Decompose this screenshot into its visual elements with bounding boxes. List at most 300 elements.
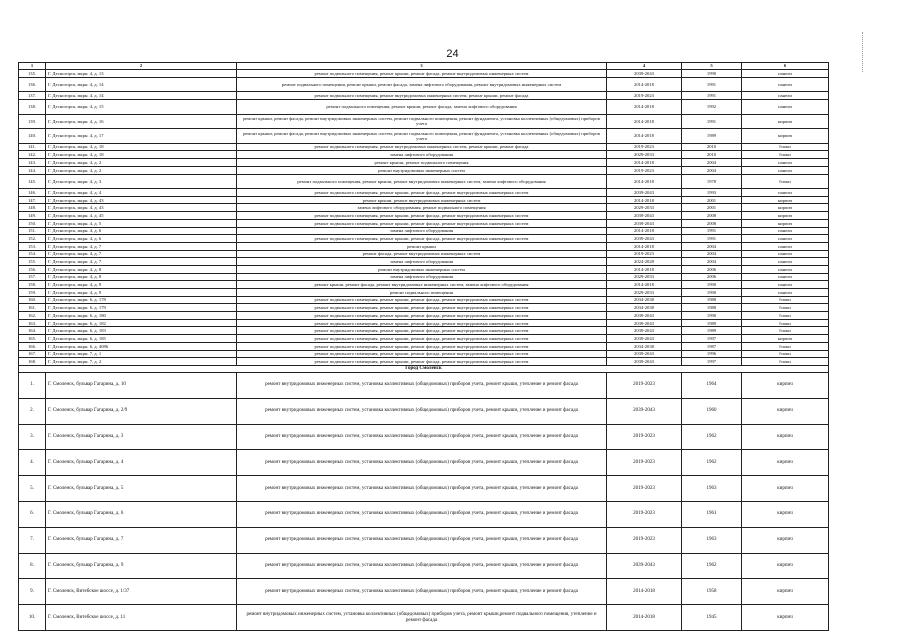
section-smolensk: [19, 365, 829, 372]
wall-material-cell: панели: [742, 99, 829, 114]
build-year-cell: 1997: [682, 358, 742, 366]
period-cell: 2019-2023: [607, 502, 682, 528]
work-type-cell: ремонт крыши, ремонт внутридомовых инженерных систем: [237, 196, 607, 204]
address-cell: Г. Десногорск, мкрн. 4, д. 5: [46, 219, 237, 227]
work-type-cell: ремонт подвального помещения, ремонт крыши, ремонт фасада, ремонт внутридомовых инженерных систем: [237, 319, 607, 327]
wall-material-cell: панели: [742, 265, 829, 273]
wall-material-cell: кирпич: [742, 450, 829, 476]
table-row: [19, 129, 829, 144]
work-type-cell: замена лифтового оборудования: [237, 258, 607, 266]
table-row: [19, 114, 829, 129]
table-row: [19, 527, 829, 553]
row-number-cell: 139.: [19, 114, 46, 129]
period-cell: 2014-2018: [607, 174, 682, 189]
period-cell: 2029-2033: [607, 204, 682, 212]
period-cell: 2019-2023: [607, 92, 682, 100]
row-number-cell: 143.: [19, 159, 46, 167]
wall-material-cell: кирпич: [742, 204, 829, 212]
period-cell: 2014-2018: [607, 227, 682, 235]
period-cell: 2039-2043: [607, 358, 682, 366]
build-year-cell: 1978: [682, 174, 742, 189]
period-cell: 2014-2018: [607, 77, 682, 92]
table-row: [19, 350, 829, 358]
build-year-cell: 1991: [682, 227, 742, 235]
table-row: [19, 579, 829, 605]
work-type-cell: ремонт крыши, ремонт фасада, ремонт внутридомовых инженерных систем, ремонт подвального помещения, ремонт фундамента, установка коллективных (общедомовых) приборов учета: [237, 114, 607, 129]
build-year-cell: 2004: [682, 258, 742, 266]
table-row: [19, 99, 829, 114]
row-number-cell: 161.: [19, 304, 46, 312]
build-year-cell: 1962: [682, 424, 742, 450]
wall-material-cell: панели: [742, 289, 829, 297]
row-number-cell: 135.: [19, 70, 46, 78]
work-type-cell: ремонт подвального помещения, ремонт крыши, ремонт фасада, ремонт внутридомовых инженерных систем: [237, 189, 607, 197]
work-type-cell: ремонт подвального помещения, ремонт крыши, ремонт фасада, ремонт внутридомовых инженерных систем: [237, 212, 607, 220]
wall-material-cell: блоки: [742, 304, 829, 312]
row-number-cell: 137.: [19, 92, 46, 100]
wall-material-cell: блоки: [742, 312, 829, 320]
row-number-cell: 154.: [19, 250, 46, 258]
row-number-cell: 144.: [19, 166, 46, 174]
address-cell: Г. Смоленск, Витебское шоссе, д. 1/37: [46, 579, 237, 605]
table-row: [19, 189, 829, 197]
row-number-cell: 168.: [19, 358, 46, 366]
table-row: [19, 143, 829, 151]
build-year-cell: 1987: [682, 342, 742, 350]
period-cell: 2039-2043: [607, 327, 682, 335]
table-row: [19, 289, 829, 297]
work-type-cell: ремонт внутридомовых инженерных систем, установка коллективных (общедомовых) приборов учета, ремонт крыши, утепление и ремонт фасада: [237, 450, 607, 476]
header-cell: 4: [607, 63, 682, 70]
period-cell: 2014-2018: [607, 99, 682, 114]
address-cell: Г. Десногорск, мкрн. 7, д. 2: [46, 358, 237, 366]
row-number-cell: 163.: [19, 319, 46, 327]
period-cell: 2039-2043: [607, 319, 682, 327]
work-type-cell: ремонт внутридомовых инженерных систем, установка коллективных (общедомовых) приборов учета, ремонт крыши, утепление и ремонт фасада: [237, 527, 607, 553]
row-number-cell: 167.: [19, 350, 46, 358]
build-year-cell: 1990: [682, 281, 742, 289]
wall-material-cell: панели: [742, 273, 829, 281]
row-number-cell: 145.: [19, 174, 46, 189]
row-number-cell: 149.: [19, 212, 46, 220]
address-cell: Г. Десногорск, мкрн. 7, д. 1: [46, 350, 237, 358]
work-type-cell: ремонт крыши, ремонт фасада, ремонт внутридомовых инженерных систем, замена лифтового оборудования: [237, 281, 607, 289]
row-number-cell: 146.: [19, 189, 46, 197]
table-row: [19, 219, 829, 227]
address-cell: Г. Десногорск, мкрн. 4, д. 8: [46, 273, 237, 281]
row-number-cell: 165.: [19, 335, 46, 343]
work-type-cell: ремонт подвального помещения, ремонт крыши, ремонт фасада, ремонт внутридомовых инженерных систем: [237, 70, 607, 78]
table-row: [19, 398, 829, 424]
wall-material-cell: кирпич: [742, 605, 829, 631]
period-cell: 2029-2033: [607, 289, 682, 297]
address-cell: Г. Десногорск, мкрн. 4, д. 6: [46, 227, 237, 235]
work-type-cell: ремонт подвального помещения, ремонт крыши, ремонт фасада, ремонт внутридомовых инженерных систем: [237, 235, 607, 243]
address-cell: Г. Десногорск, мкрн. 4, д. 2: [46, 159, 237, 167]
wall-material-cell: блоки: [742, 327, 829, 335]
work-type-cell: ремонт подвального помещения, ремонт внутридомовых инженерных систем, ремонт крыши, ремонт фасада: [237, 92, 607, 100]
build-year-cell: 1963: [682, 527, 742, 553]
table-row: [19, 242, 829, 250]
period-cell: 2019-2023: [607, 424, 682, 450]
work-type-cell: ремонт подвального помещения, ремонт крыши, ремонт фасада, ремонт внутридомовых инженерных систем: [237, 350, 607, 358]
row-number-cell: 150.: [19, 219, 46, 227]
period-cell: 2014-2018: [607, 114, 682, 129]
address-cell: Г. Десногорск, мкрн. 4, д. 14: [46, 77, 237, 92]
work-type-cell: ремонт внутридомовых инженерных систем, установка коллективных (общедомовых) приборов учета, ремонт крыши,ремонт подвального помещения, утепление и ремонт фасада: [237, 605, 607, 631]
work-type-cell: ремонт фасада, ремонт внутридомовых инженерных систем: [237, 250, 607, 258]
table-row: [19, 212, 829, 220]
address-cell: Г. Смоленск, Витебское шоссе, д. 11: [46, 605, 237, 631]
row-number-cell: 156.: [19, 265, 46, 273]
wall-material-cell: кирпич: [742, 424, 829, 450]
build-year-cell: 1964: [682, 373, 742, 399]
row-number-cell: 152.: [19, 235, 46, 243]
table-row: [19, 77, 829, 92]
address-cell: Г. Десногорск, мкрн. 6, д. 182: [46, 319, 237, 327]
build-year-cell: 1989: [682, 327, 742, 335]
period-cell: 2039-2043: [607, 219, 682, 227]
period-cell: 2039-2043: [607, 350, 682, 358]
wall-material-cell: кирпич: [742, 212, 829, 220]
work-type-cell: ремонт внутридомовых инженерных систем, установка коллективных (общедомовых) приборов учета, ремонт крыши, утепление и ремонт фасада: [237, 424, 607, 450]
period-cell: 2034-2038: [607, 342, 682, 350]
build-year-cell: 1990: [682, 312, 742, 320]
period-cell: 2019-2023: [607, 166, 682, 174]
address-cell: Г. Десногорск, мкрн. 4, д. 6: [46, 235, 237, 243]
address-cell: Г. Десногорск, мкрн. 4, д. 18: [46, 151, 237, 159]
work-type-cell: ремонт внутридомовых инженерных систем, установка коллективных (общедомовых) приборов учета, ремонт крыши, утепление и ремонт фасада: [237, 502, 607, 528]
work-type-cell: ремонт подвального помещения, ремонт крыши, ремонт фасада, ремонт внутридомовых инженерных систем: [237, 358, 607, 366]
table-row: [19, 319, 829, 327]
row-number-cell: 141.: [19, 143, 46, 151]
address-cell: Г. Десногорск, мкрн. 4, д. 9: [46, 281, 237, 289]
work-type-cell: ремонт внутридомовых инженерных систем, установка коллективных (общедомовых) приборов учета, ремонт крыши, утепление и ремонт фасада: [237, 476, 607, 502]
build-year-cell: 2008: [682, 219, 742, 227]
build-year-cell: 1989: [682, 319, 742, 327]
wall-material-cell: блоки: [742, 296, 829, 304]
table-row: [19, 159, 829, 167]
work-type-cell: ремонт подвального помещения, ремонт крыши, ремонт фасада, ремонт внутридомовых инженерных систем: [237, 304, 607, 312]
address-cell: Г. Десногорск, мкрн. 4, д. 43: [46, 196, 237, 204]
wall-material-cell: панели: [742, 281, 829, 289]
address-cell: Г. Десногорск, мкрн. 6, д. 178: [46, 296, 237, 304]
address-cell: Г. Десногорск, мкрн. 4, д. 45: [46, 212, 237, 220]
wall-material-cell: кирпич: [742, 373, 829, 399]
address-cell: Г. Десногорск, мкрн. 4, д. 7: [46, 258, 237, 266]
address-cell: Г. Десногорск, мкрн. 6, д. 4086: [46, 342, 237, 350]
work-type-cell: замена лифтового оборудования: [237, 273, 607, 281]
work-type-cell: ремонт крыши, ремонт подвального помещения: [237, 159, 607, 167]
table-row: [19, 327, 829, 335]
period-cell: 2039-2043: [607, 553, 682, 579]
build-year-cell: 2008: [682, 212, 742, 220]
build-year-cell: 1993: [682, 189, 742, 197]
table-row: [19, 605, 829, 631]
period-cell: 2039-2043: [607, 189, 682, 197]
address-cell: Г. Десногорск, мкрн. 4, д. 14: [46, 92, 237, 100]
work-type-cell: ремонт крыши: [237, 242, 607, 250]
wall-material-cell: кирпич: [742, 219, 829, 227]
period-cell: 2014-2018: [607, 281, 682, 289]
build-year-cell: 1988: [682, 304, 742, 312]
work-type-cell: ремонт подвального помещения, ремонт внутридомовых инженерных систем, ремонт крыши, ремонт фасада: [237, 143, 607, 151]
build-year-cell: 1960: [682, 398, 742, 424]
build-year-cell: 1945: [682, 605, 742, 631]
work-type-cell: замена лифтового оборудования: [237, 151, 607, 159]
work-type-cell: ремонт внутридомовых инженерных систем: [237, 166, 607, 174]
wall-material-cell: кирпич: [742, 398, 829, 424]
build-year-cell: 1962: [682, 553, 742, 579]
wall-material-cell: блоки: [742, 342, 829, 350]
row-number-cell: 2.: [19, 398, 46, 424]
build-year-cell: 1991: [682, 77, 742, 92]
address-cell: Г. Десногорск, мкрн. 6, д. 185: [46, 335, 237, 343]
table-row: [19, 342, 829, 350]
address-cell: Г. Десногорск, мкрн. 6, д. 183: [46, 327, 237, 335]
work-type-cell: ремонт внутридомовых инженерных систем, установка коллективных (общедомовых) приборов учета, ремонт крыши, утепление и ремонт фасада: [237, 398, 607, 424]
period-cell: 2039-2043: [607, 235, 682, 243]
build-year-cell: 1991: [682, 92, 742, 100]
wall-material-cell: кирпич: [742, 114, 829, 129]
section-title: Город Смоленск: [19, 365, 829, 372]
table-row: [19, 265, 829, 273]
capital-repair-table: [18, 62, 829, 631]
work-type-cell: ремонт подвального помещения, ремонт крыши, ремонт фасада, ремонт внутридомовых инженерных систем: [237, 335, 607, 343]
address-cell: Г. Смоленск, бульвар Гагарина, д. 4: [46, 450, 237, 476]
table-row: [19, 70, 829, 78]
row-number-cell: 5.: [19, 476, 46, 502]
address-cell: Г. Десногорск, мкрн. 4, д. 13: [46, 70, 237, 78]
wall-material-cell: блоки: [742, 319, 829, 327]
row-number-cell: 140.: [19, 129, 46, 144]
work-type-cell: ремонт подвального помещения, ремонт крыши, ремонт фасада, ремонт внутридомовых инженерных систем: [237, 312, 607, 320]
period-cell: 2014-2018: [607, 196, 682, 204]
address-cell: Г. Десногорск, мкрн. 4, д. 2: [46, 166, 237, 174]
wall-material-cell: блоки: [742, 143, 829, 151]
table-row: [19, 312, 829, 320]
address-cell: Г. Смоленск, бульвар Гагарина, д. 9: [46, 553, 237, 579]
build-year-cell: 1992: [682, 99, 742, 114]
wall-material-cell: кирпич: [742, 527, 829, 553]
period-cell: 2014-2018: [607, 129, 682, 144]
period-cell: 2014-2018: [607, 265, 682, 273]
period-cell: 2014-2018: [607, 605, 682, 631]
row-number-cell: 157.: [19, 273, 46, 281]
table-row: [19, 235, 829, 243]
row-number-cell: 166.: [19, 342, 46, 350]
wall-material-cell: панели: [742, 242, 829, 250]
build-year-cell: 2006: [682, 265, 742, 273]
build-year-cell: 1996: [682, 350, 742, 358]
address-cell: Г. Смоленск, бульвар Гагарина, д. 2/9: [46, 398, 237, 424]
wall-material-cell: блоки: [742, 350, 829, 358]
period-cell: 2029-2033: [607, 151, 682, 159]
build-year-cell: 1963: [682, 476, 742, 502]
wall-material-cell: панели: [742, 235, 829, 243]
table-row: [19, 373, 829, 399]
margin-marks: [862, 32, 873, 72]
row-number-cell: 10.: [19, 605, 46, 631]
build-year-cell: 1997: [682, 335, 742, 343]
wall-material-cell: панели: [742, 92, 829, 100]
build-year-cell: 1991: [682, 235, 742, 243]
period-cell: 2029-2033: [607, 273, 682, 281]
row-number-cell: 153.: [19, 242, 46, 250]
period-cell: 2024-2028: [607, 258, 682, 266]
build-year-cell: 2010: [682, 151, 742, 159]
work-type-cell: ремонт внутридомовых инженерных систем, установка коллективных (общедомовых) приборов учета, ремонт крыши, утепление и ремонт фасада: [237, 373, 607, 399]
period-cell: 2034-2038: [607, 304, 682, 312]
row-number-cell: 158.: [19, 281, 46, 289]
table-row: [19, 335, 829, 343]
build-year-cell: 1988: [682, 296, 742, 304]
wall-material-cell: панели: [742, 250, 829, 258]
build-year-cell: 1958: [682, 579, 742, 605]
address-cell: Г. Десногорск, мкрн. 6, д. 179: [46, 304, 237, 312]
build-year-cell: 1990: [682, 289, 742, 297]
wall-material-cell: панели: [742, 189, 829, 197]
row-number-cell: 4.: [19, 450, 46, 476]
wall-material-cell: панели: [742, 77, 829, 92]
row-number-cell: 151.: [19, 227, 46, 235]
work-type-cell: ремонт подвального помещения, ремонт крыши, ремонт фасада, ремонт внутридомовых инженерных систем: [237, 219, 607, 227]
address-cell: Г. Десногорск, мкрн. 4, д. 8: [46, 265, 237, 273]
address-cell: Г. Десногорск, мкрн. 4, д. 17: [46, 129, 237, 144]
period-cell: 2019-2023: [607, 527, 682, 553]
period-cell: 2039-2043: [607, 70, 682, 78]
period-cell: 2019-2023: [607, 450, 682, 476]
work-type-cell: замена лифтового оборудования, ремонт подвального помещения: [237, 204, 607, 212]
table-row: [19, 424, 829, 450]
row-number-cell: 6.: [19, 502, 46, 528]
wall-material-cell: кирпич: [742, 553, 829, 579]
build-year-cell: 2006: [682, 273, 742, 281]
address-cell: Г. Десногорск, мкрн. 4, д. 4: [46, 189, 237, 197]
table-row: [19, 204, 829, 212]
table-row: [19, 273, 829, 281]
table-row: [19, 358, 829, 366]
row-number-cell: 1.: [19, 373, 46, 399]
row-number-cell: 3.: [19, 424, 46, 450]
period-cell: 2019-2023: [607, 476, 682, 502]
address-cell: Г. Смоленск, бульвар Гагарина, д. 3: [46, 424, 237, 450]
build-year-cell: 2004: [682, 242, 742, 250]
row-number-cell: 142.: [19, 151, 46, 159]
table-row: [19, 250, 829, 258]
address-cell: Г. Десногорск, мкрн. 4, д. 7: [46, 250, 237, 258]
table-row: [19, 476, 829, 502]
address-cell: Г. Смоленск, бульвар Гагарина, д. 5: [46, 476, 237, 502]
work-type-cell: замена лифтового оборудования: [237, 227, 607, 235]
wall-material-cell: кирпич: [742, 476, 829, 502]
header-cell: 1: [19, 63, 46, 70]
wall-material-cell: блоки: [742, 174, 829, 189]
work-type-cell: ремонт внутридомовых инженерных систем, установка коллективных (общедомовых) приборов учета, ремонт крыши, утепление и ремонт фасада: [237, 579, 607, 605]
build-year-cell: 2001: [682, 196, 742, 204]
row-number-cell: 147.: [19, 196, 46, 204]
period-cell: 2039-2043: [607, 312, 682, 320]
wall-material-cell: панели: [742, 258, 829, 266]
row-number-cell: 138.: [19, 99, 46, 114]
desnogorsk-rows: [19, 70, 829, 366]
row-number-cell: 162.: [19, 312, 46, 320]
address-cell: Г. Десногорск, мкрн. 4, д. 3: [46, 174, 237, 189]
wall-material-cell: кирпич: [742, 196, 829, 204]
row-number-cell: 8.: [19, 553, 46, 579]
table-row: [19, 166, 829, 174]
table-row: [19, 304, 829, 312]
build-year-cell: 1991: [682, 114, 742, 129]
address-cell: Г. Десногорск, мкрн. 4, д. 7: [46, 242, 237, 250]
work-type-cell: ремонт внутридомовых инженерных систем: [237, 265, 607, 273]
build-year-cell: 2004: [682, 250, 742, 258]
work-type-cell: ремонт подвального помещения, ремонт крыши, ремонт фасада, ремонт внутридомовых инженерных систем: [237, 342, 607, 350]
work-type-cell: ремонт подвального помещения, ремонт крыши, ремонт фасада, замена лифтового оборудования: [237, 99, 607, 114]
address-cell: Г. Десногорск, мкрн. 4, д. 18: [46, 143, 237, 151]
work-type-cell: ремонт подвального помещения, ремонт крыши, ремонт фасада, замена лифтового оборудования, ремонт внутридомовых инженерных систем: [237, 77, 607, 92]
table-row: [19, 258, 829, 266]
table-row: [19, 227, 829, 235]
period-cell: 2039-2043: [607, 335, 682, 343]
section-row: [19, 365, 829, 372]
period-cell: 2014-2018: [607, 579, 682, 605]
row-number-cell: 7.: [19, 527, 46, 553]
address-cell: Г. Десногорск, мкрн. 4, д. 43: [46, 204, 237, 212]
table-row: [19, 281, 829, 289]
page-number: 24: [446, 48, 459, 60]
address-cell: Г. Десногорск, мкрн. 4, д. 15: [46, 99, 237, 114]
row-number-cell: 159.: [19, 289, 46, 297]
period-cell: 2019-2023: [607, 373, 682, 399]
period-cell: 2039-2043: [607, 398, 682, 424]
build-year-cell: 2004: [682, 166, 742, 174]
header-cell: 6: [742, 63, 829, 70]
table-row: [19, 92, 829, 100]
row-number-cell: 136.: [19, 77, 46, 92]
table-row: [19, 450, 829, 476]
row-number-cell: 9.: [19, 579, 46, 605]
address-cell: Г. Смоленск, бульвар Гагарина, д. 6: [46, 502, 237, 528]
build-year-cell: 1962: [682, 450, 742, 476]
header-cell: 2: [46, 63, 237, 70]
wall-material-cell: панели: [742, 70, 829, 78]
table-row: [19, 553, 829, 579]
address-cell: Г. Десногорск, мкрн. 4, д. 16: [46, 114, 237, 129]
wall-material-cell: панели: [742, 159, 829, 167]
row-number-cell: 160.: [19, 296, 46, 304]
address-cell: Г. Смоленск, бульвар Гагарина, д. 10: [46, 373, 237, 399]
table-row: [19, 296, 829, 304]
address-cell: Г. Десногорск, мкрн. 4, д. 9: [46, 289, 237, 297]
wall-material-cell: кирпич: [742, 335, 829, 343]
build-year-cell: 1961: [682, 502, 742, 528]
work-type-cell: ремонт подвального помещения, ремонт крыши, ремонт фасада, ремонт внутридомовых инженерных систем: [237, 296, 607, 304]
build-year-cell: 2004: [682, 159, 742, 167]
wall-material-cell: блоки: [742, 358, 829, 366]
smolensk-rows: [19, 373, 829, 631]
wall-material-cell: кирпич: [742, 502, 829, 528]
period-cell: 2014-2018: [607, 159, 682, 167]
table-row: [19, 196, 829, 204]
table-row: [19, 502, 829, 528]
work-type-cell: ремонт крыши, ремонт фасада, ремонт внутридомовых инженерных систем, ремонт подвального помещения, ремонт фундамента, установка коллективных (общедомовых) приборов учета: [237, 129, 607, 144]
period-cell: 2019-2023: [607, 143, 682, 151]
row-number-cell: 164.: [19, 327, 46, 335]
build-year-cell: 2001: [682, 204, 742, 212]
period-cell: 2039-2043: [607, 212, 682, 220]
work-type-cell: ремонт подвального помещения, ремонт крыши, ремонт внутридомовых инженерных систем, замена лифтового оборудования: [237, 174, 607, 189]
